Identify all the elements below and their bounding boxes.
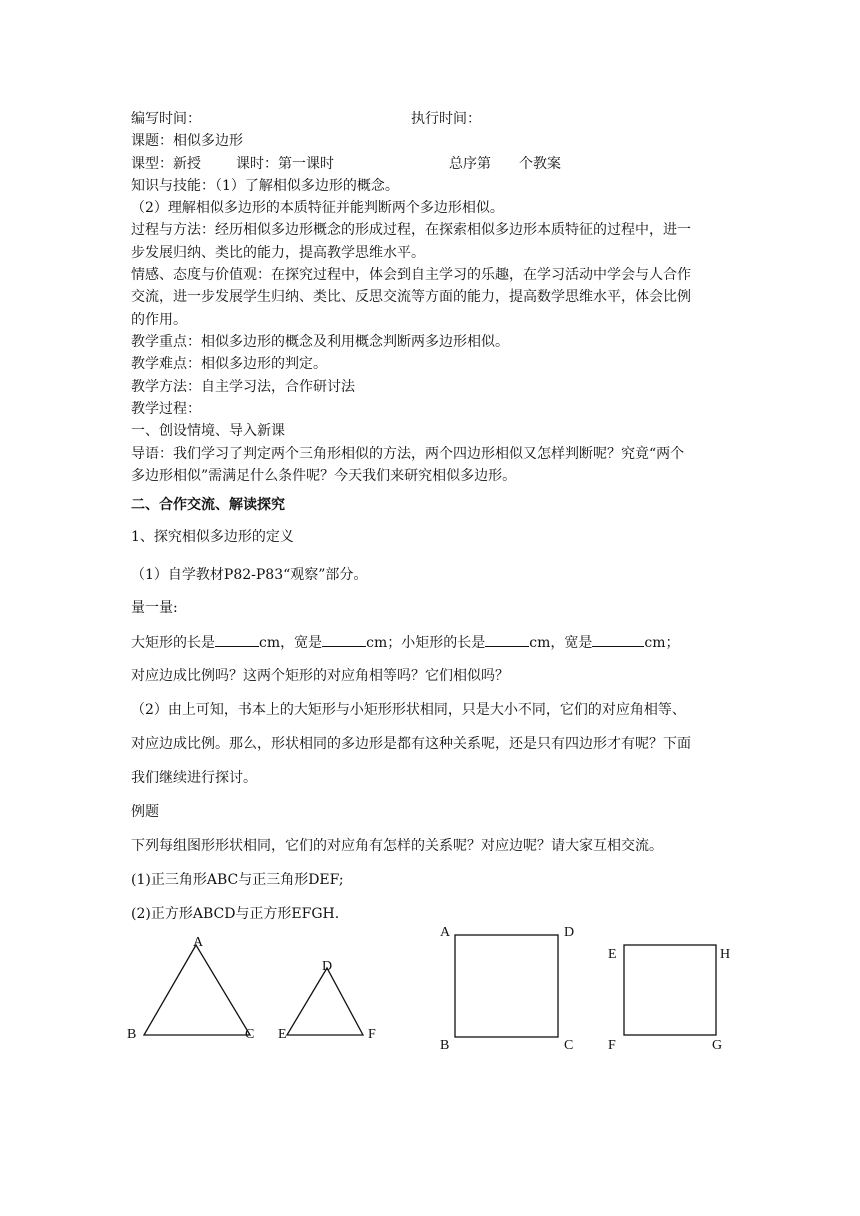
tri2-label-d: D [322,959,333,974]
sq2-label-e: E [608,947,617,962]
lesson-type: 课型：新授 [131,156,201,172]
question-line: 对应边成比例吗？这两个矩形的对应角相等吗？它们相似吗？ [131,668,509,684]
triangle-def [287,968,363,1035]
measure-text-1: 大矩形的长是 [131,635,215,651]
tri2-label-e: E [278,1027,287,1042]
example-heading: 例题 [131,804,159,820]
measure-text-2: cm，宽是 [259,635,323,651]
sq1-label-d: D [564,925,575,940]
conclusion-line-2: 对应边成比例。那么，形状相同的多边形是都有这种关系呢，还是只有四边形才有呢？下面 [131,736,691,752]
self-study-note: （1）自学教材P82-P83“观察”部分。 [131,567,368,583]
tri1-label-a: A [193,935,204,950]
measure-text-5: cm； [644,635,680,651]
difficulty: 教学难点：相似多边形的判定。 [131,356,327,372]
objective-knowledge: 知识与技能：（1）了解相似多边形的概念。 [131,178,399,194]
measure-heading: 量一量: [131,600,178,616]
square-efgh [624,945,716,1035]
write-time-label: 编写时间： [131,111,201,127]
triangle-abc [144,945,250,1035]
conclusion-line-1: （2）由上可知，书本上的大矩形与小矩形形状相同，只是大小不同，它们的对应角相等、 [131,702,686,718]
intro-text-2: 多边形相似”需满足什么条件呢？今天我们来研究相似多边形。 [131,468,517,484]
topic-line: 课题：相似多边形 [131,133,243,149]
objective-knowledge-2: （2）理解相似多边形的本质特征并能判断两个多边形相似。 [131,200,504,216]
measure-text-4: cm，宽是 [529,635,593,651]
example-item-2: (2)正方形ABCD与正方形EFGH. [131,906,340,922]
section-1-heading: 一、创设情境、导入新课 [131,423,285,439]
sq1-label-a: A [440,925,451,940]
sq1-label-b: B [440,1038,450,1053]
sq2-label-f: F [608,1038,616,1053]
lesson-period: 课时：第一课时 [236,156,334,172]
sq2-label-h: H [720,947,731,962]
objective-process: 过程与方法：经历相似多边形概念的形成过程，在探索相似多边形本质特征的过程中，进一 [131,222,691,238]
objective-emotion-2: 交流，进一步发展学生归纳、类比、反思交流等方面的能力，提高数学思维水平，体会比例 [131,289,691,305]
tri1-label-c: C [245,1027,255,1042]
intro-text: 导语：我们学习了判定两个三角形相似的方法，两个四边形相似又怎样判断呢？究竟“两个 [131,446,685,462]
tri1-label-b: B [127,1027,137,1042]
key-point: 教学重点：相似多边形的概念及利用概念判断两多边形相似。 [131,334,509,350]
measure-text-3: cm；小矩形的长是 [366,635,486,651]
example-item-1: (1)正三角形ABC与正三角形DEF; [131,872,344,888]
tri2-label-f: F [368,1027,376,1042]
teaching-process: 教学过程： [131,401,201,417]
example-question: 下列每组图形形状相同，它们的对应角有怎样的关系呢？对应边呢？请大家互相交流。 [131,838,663,854]
conclusion-line-3: 我们继续进行探讨。 [131,770,257,786]
subsection-definition: 1、探究相似多边形的定义 [131,529,294,545]
exec-time-label: 执行时间： [411,111,481,127]
objective-emotion: 情感、态度与价值观：在探究过程中，体会到自主学习的乐趣，在学习活动中学会与人合作 [131,267,691,283]
section-2-heading: 二、合作交流、解读探究 [131,497,285,513]
objective-emotion-3: 的作用。 [131,312,187,328]
teaching-method: 教学方法：自主学习法，合作研讨法 [131,379,355,395]
sq1-label-c: C [564,1038,574,1053]
objective-process-2: 步发展归纳、类比的能力，提高教学思维水平。 [131,245,425,261]
lesson-serial: 总序第 个教案 [449,156,561,172]
square-abcd [455,935,558,1037]
sq2-label-g: G [712,1038,723,1053]
